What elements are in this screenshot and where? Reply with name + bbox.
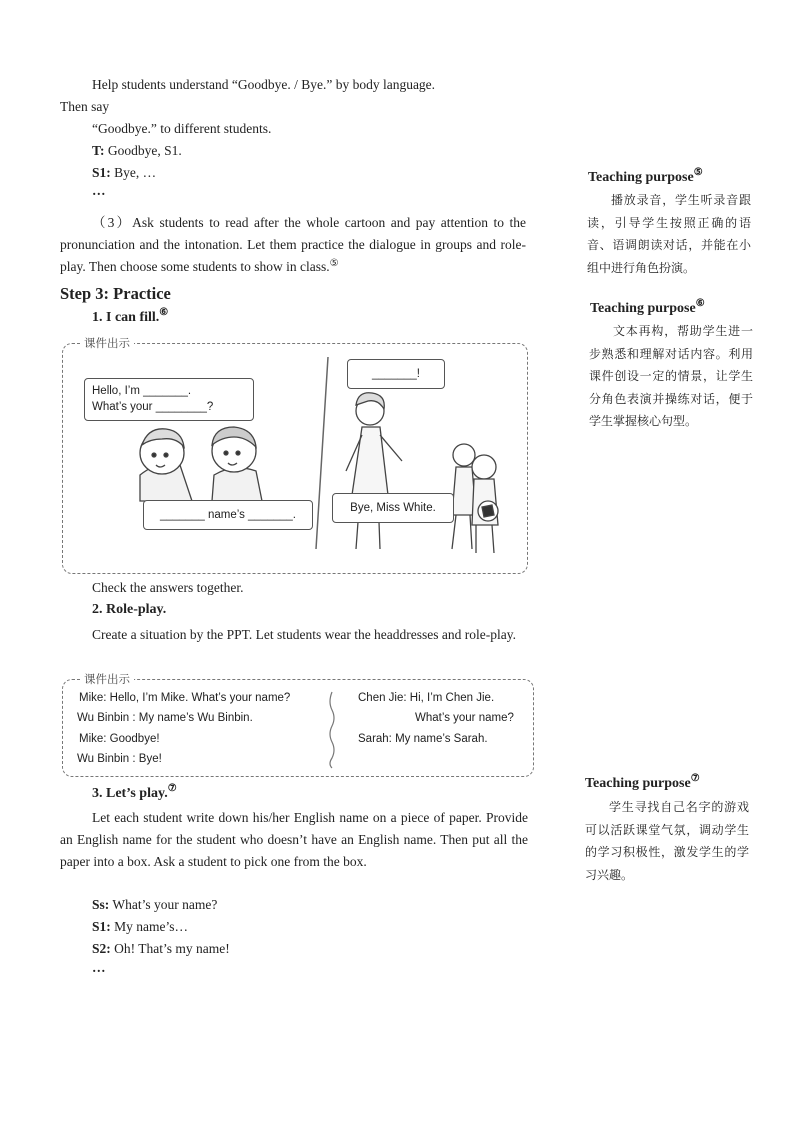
step2-paragraph: [60, 212, 526, 278]
speech-bubble-greeting: _______!: [347, 359, 445, 389]
item3-title: [92, 783, 177, 802]
ellipsis: …: [92, 960, 106, 975]
roleplay-line: Sarah: My name’s Sarah.: [358, 733, 488, 745]
speech-text: Oh! That’s my name!: [114, 941, 230, 956]
intro-line-1: Help students understand “Goodbye. / Bye.” by body language.: [92, 77, 436, 92]
item-title-text: 1. I can fill.: [92, 310, 160, 325]
speech-text: Goodbye, S1.: [107, 143, 182, 158]
roleplay-line: Wu Binbin : Bye!: [77, 753, 162, 765]
title-text: Teaching purpose: [585, 776, 691, 791]
bubble-line: What’s your ________?: [92, 401, 214, 413]
teaching-purpose-text: 文本再构，帮助学生进一步熟悉和理解对话内容。利用课件创设一定的情景，让学生分角色表演并操练对话，便于学生掌握核心句型。: [589, 324, 753, 428]
item1-title: [92, 307, 169, 326]
speech-text: My name’s…: [114, 919, 189, 934]
roleplay-line: Mike: Hello, I’m Mike. What’s your name?: [79, 692, 291, 704]
dialog-line: [92, 897, 217, 913]
teaching-purpose-text: 学生寻找自己名字的游戏可以活跃课堂气氛，调动学生的学习积极性，激发学生的学习兴趣。: [585, 800, 749, 882]
teaching-purpose-title: [588, 167, 703, 186]
teaching-purpose-title: [585, 773, 700, 792]
title-text: Teaching purpose: [590, 301, 696, 316]
speaker-label: S2:: [92, 941, 111, 956]
title-text: Teaching purpose: [588, 170, 694, 185]
note-mark: ⑦: [690, 773, 700, 784]
teaching-purpose-text: 播放录音，学生听录音跟读，引导学生按照正确的语音、语调朗读对话，并能在小组中进行角色扮演。: [587, 193, 751, 275]
speech-bubble-bye: Bye, Miss White.: [332, 493, 454, 523]
note-mark: ⑦: [167, 783, 177, 794]
speech-bubble-intro: [84, 378, 254, 421]
roleplay-line: Wu Binbin : My name’s Wu Binbin.: [77, 712, 253, 724]
student-line: [92, 165, 156, 181]
check-answers: Check the answers together.: [92, 580, 244, 595]
boy-figure-1: [140, 429, 192, 501]
item2-text: Create a situation by the PPT. Let students wear the headdresses and role-play.: [92, 627, 516, 642]
dialog-line: [92, 941, 230, 957]
speech-text: What’s your name?: [112, 897, 218, 912]
teacher-figure: [346, 393, 402, 549]
roleplay-line: Chen Jie: Hi, I’m Chen Jie.: [358, 692, 495, 704]
note-mark: ⑤: [693, 167, 703, 178]
step3-heading: Step 3: Practice: [60, 284, 171, 303]
panel-divider: [316, 357, 328, 549]
paragraph-text: （3）Ask students to read after the whole cartoon and pay attention to the pronunciation and the intonation. Let them practice the dialogue in groups and role-play. Then choose some students to show in class.: [60, 215, 526, 274]
intro-line-2: Then say: [60, 99, 110, 114]
speaker-label: S1:: [92, 919, 111, 934]
speech-bubble-name: _______ name’s _______.: [143, 500, 313, 530]
intro-line-3: “Goodbye.” to different students.: [92, 121, 272, 136]
teaching-purpose-title: [590, 298, 705, 317]
item3-text: Let each student write down his/her English name on a piece of paper. Provide an English name for the student who doesn’t have an English name. Then put all the paper into a box. Ask a student to pick one from the box.: [60, 810, 528, 869]
speaker-label: Ss:: [92, 897, 110, 912]
item-title-text: 3. Let’s play.: [92, 786, 168, 801]
roleplay-line: What’s your name?: [415, 712, 514, 724]
courseware-label: 课件出示: [80, 671, 134, 687]
vine-divider: [326, 690, 338, 770]
speaker-label: S1:: [92, 165, 111, 180]
note-mark: ⑥: [695, 298, 705, 309]
bubble-line: Hello, I’m _______.: [92, 385, 192, 397]
children-figures: [452, 444, 498, 553]
teacher-line: [92, 143, 182, 159]
courseware-label: 课件出示: [80, 335, 134, 351]
speech-text: Bye, …: [114, 165, 157, 180]
boy-figure-2: [212, 427, 262, 501]
ellipsis: …: [92, 183, 106, 198]
item2-title: 2. Role-play.: [92, 602, 167, 617]
note-mark: ⑤: [329, 258, 339, 269]
note-mark: ⑥: [159, 307, 169, 318]
dialog-line: [92, 919, 188, 935]
speaker-label: T:: [92, 143, 105, 158]
roleplay-line: Mike: Goodbye!: [79, 733, 160, 745]
